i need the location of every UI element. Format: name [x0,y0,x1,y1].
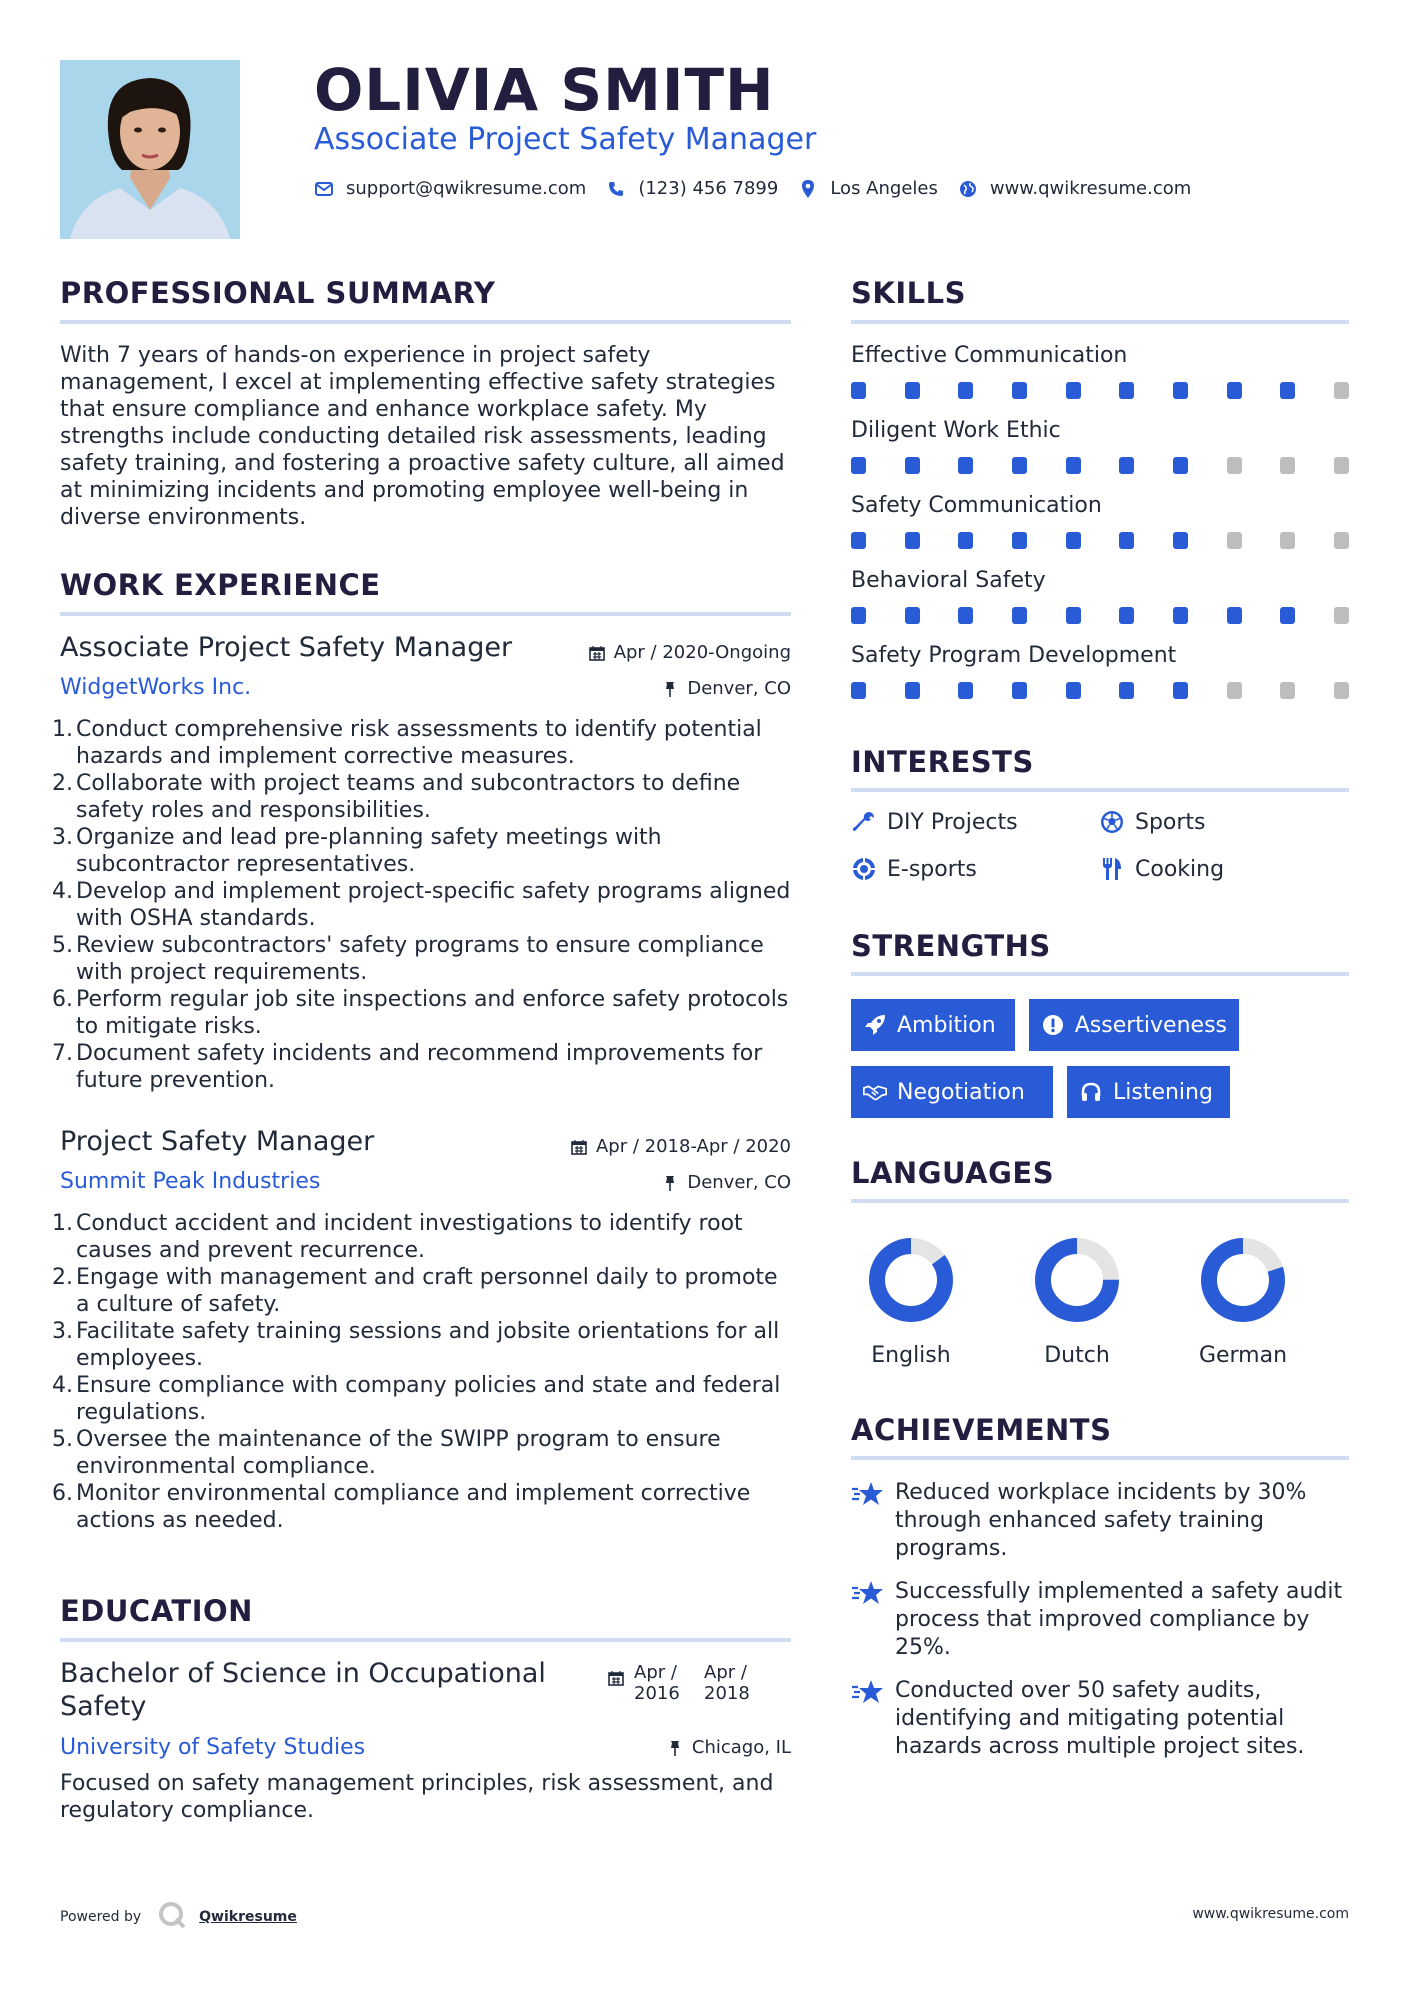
skill-name: Diligent Work Ethic [851,418,1061,443]
job-title: Project Safety Manager [60,1126,375,1157]
website-text: www.qwikresume.com [989,178,1192,199]
list-item: 1. Conduct comprehensive risk assessments to identify potential hazards and implement corrective measures. [52,717,762,769]
skill-dot-filled [1173,457,1188,474]
education-heading: EDUCATION [60,1594,253,1628]
star-icon [851,1679,885,1761]
job-company[interactable]: WidgetWorks Inc. [60,675,252,700]
list-item: 4. Ensure compliance with company policies and state and federal regulations. [52,1373,781,1425]
languages-divider [851,1199,1349,1203]
skill-dot-filled [1012,532,1027,549]
skill-dot-filled [1280,607,1295,624]
skill-dot-empty [1334,382,1349,399]
skill-dot-empty [1280,682,1295,699]
languages-heading: LANGUAGES [851,1156,1055,1190]
language-donut [1032,1235,1122,1325]
skill-dot-filled [1119,532,1134,549]
skill-dot-empty [1280,532,1295,549]
job-title: Associate Project Safety Manager [60,632,513,663]
job-location [661,678,791,699]
strength-label: Assertiveness [1074,1012,1227,1038]
brand-link[interactable]: Qwikresume [199,1909,297,1925]
achievement-text: Successfully implemented a safety audit process that improved compliance by 25%. [895,1579,1343,1660]
powered-by-text: Powered by [60,1909,142,1925]
strengths-heading: STRENGTHS [851,929,1051,963]
interest-item [1099,809,1206,835]
skill-rating [851,682,1349,700]
education-start-month: Apr / [634,1662,677,1683]
achievements-divider [851,1456,1349,1460]
interest-item [851,809,1018,835]
education-description: Focused on safety management principles, risk assessment, and regulatory compliance. [60,1771,774,1823]
wrench-icon [851,809,877,835]
rocket-icon [863,1013,887,1037]
job-dates-text: Apr / 2020-Ongoing [613,642,791,663]
education-end [704,1662,750,1704]
list-item: 3. Organize and lead pre-planning safety meetings with subcontractor representatives. [52,825,662,877]
skill-dot-filled [958,457,973,474]
language-name: German [1198,1343,1288,1368]
strength-label: Listening [1113,1079,1213,1105]
footer-powered-by [60,1900,297,1934]
skill-dot-filled [1119,682,1134,699]
location-text: Los Angeles [830,178,938,199]
utensils-icon [1099,856,1125,882]
skill-dot-filled [958,682,973,699]
skill-dot-filled [1280,382,1295,399]
interest-label: Sports [1135,809,1206,835]
achievements-heading: ACHIEVEMENTS [851,1413,1112,1447]
skill-name: Effective Communication [851,343,1128,368]
education-end-year: 2018 [704,1683,750,1704]
skill-dot-filled [958,532,973,549]
strength-badge [1029,999,1239,1051]
profile-photo [60,60,240,239]
language-donut [1198,1235,1288,1325]
footer-website[interactable]: www.qwikresume.com [1192,1906,1349,1922]
skills-heading: SKILLS [851,276,966,310]
list-item: 5. Review subcontractors' safety programs to ensure compliance with project requirements. [52,933,764,985]
education-location [666,1737,791,1758]
interest-label: E-sports [887,856,977,882]
skill-dot-filled [1012,457,1027,474]
skill-dot-filled [1012,382,1027,399]
gamepad-icon [851,856,877,882]
skill-dot-filled [1227,382,1242,399]
email-text: support@qwikresume.com [346,178,587,199]
skill-rating [851,382,1349,400]
skill-dot-empty [1280,457,1295,474]
achievement-item [851,1578,1351,1662]
map-pin-icon [798,179,818,199]
interest-item [851,856,977,882]
job-location [661,1172,791,1193]
soccer-ball-icon [1099,809,1125,835]
phone-icon [606,179,626,199]
achievement-item [851,1677,1351,1761]
skill-name: Safety Communication [851,493,1102,518]
summary-heading: PROFESSIONAL SUMMARY [60,276,496,310]
skill-dot-filled [851,607,866,624]
list-item: 3. Facilitate safety training sessions and jobsite orientations for all employees. [52,1319,780,1371]
language-item [841,1235,981,1368]
skill-dot-filled [1173,532,1188,549]
achievement-item [851,1479,1351,1563]
skill-dot-filled [1119,457,1134,474]
skill-dot-filled [851,382,866,399]
job-location-text: Denver, CO [687,678,791,699]
skill-dot-empty [1334,532,1349,549]
skill-dot-filled [851,682,866,699]
headphones-icon [1079,1080,1103,1104]
strength-badge [851,1066,1053,1118]
interest-label: Cooking [1135,856,1225,882]
contact-bar [314,178,1211,199]
contact-website[interactable] [958,178,1191,199]
contact-email[interactable] [314,178,586,199]
job-dates [588,642,791,663]
school-name[interactable]: University of Safety Studies [60,1735,366,1760]
list-item: 2. Collaborate with project teams and subcontractors to define safety roles and responsibilities. [52,771,741,823]
job-duties [52,716,792,1094]
pushpin-icon [661,680,679,698]
pushpin-icon [666,1739,684,1757]
skill-dot-filled [1066,682,1081,699]
skill-dot-empty [1334,607,1349,624]
skill-rating [851,457,1349,475]
language-item [1173,1235,1313,1368]
skill-dot-filled [1173,382,1188,399]
job-location-text: Denver, CO [687,1172,791,1193]
education-dates [608,1662,750,1704]
skill-dot-filled [851,457,866,474]
skill-rating [851,532,1349,550]
summary-text: With 7 years of hands-on experience in project safety management, I excel at implementing effective safety strategies that ensure compliance and enhance workplace safety. My strengths include conducting detailed risk assessments, leading safety training, and fostering a proactive safety culture, all aimed at minimizing incidents and promoting employee well-being in diverse environments. [60,343,785,530]
skill-dot-filled [1066,382,1081,399]
skill-dot-filled [905,532,920,549]
job-entry [52,1124,791,1544]
skill-dot-filled [1066,532,1081,549]
skill-dot-empty [1334,457,1349,474]
skill-dot-filled [905,382,920,399]
phone-text: (123) 456 7899 [638,178,779,199]
job-company[interactable]: Summit Peak Industries [60,1169,321,1194]
contact-location [798,178,938,199]
skill-dot-filled [1119,382,1134,399]
calendar-icon [570,1138,588,1156]
skill-dot-filled [905,457,920,474]
skill-dot-filled [1119,607,1134,624]
calendar-icon [588,644,606,662]
skill-dot-filled [1066,607,1081,624]
star-icon [851,1481,885,1563]
strength-badge [1067,1066,1230,1118]
skill-dot-filled [905,607,920,624]
calendar-icon [608,1662,626,1704]
language-donut [866,1235,956,1325]
star-icon [851,1580,885,1662]
exclamation-icon [1041,1013,1065,1037]
pushpin-icon [661,1174,679,1192]
language-name: English [871,1343,951,1368]
education-end-month: Apr / [704,1662,747,1683]
skill-dot-filled [1173,682,1188,699]
experience-divider [60,612,791,616]
interests-heading: INTERESTS [851,745,1034,779]
education-location-text: Chicago, IL [691,1737,791,1758]
list-item: 1. Conduct accident and incident investigations to identify root causes and prevent recurrence. [52,1211,743,1263]
globe-icon [958,179,978,199]
interest-label: DIY Projects [887,809,1018,835]
achievement-text: Conducted over 50 safety audits, identifying and mitigating potential hazards across multiple project sites. [895,1678,1305,1759]
list-item: 2. Engage with management and craft personnel daily to promote a culture of safety. [52,1265,778,1317]
language-item [1007,1235,1147,1368]
skill-dot-filled [905,682,920,699]
job-duties [52,1210,792,1534]
education-start [634,1662,704,1704]
summary-divider [60,320,791,324]
skill-dot-filled [1173,607,1188,624]
interest-item [1099,856,1224,882]
list-item: 7. Document safety incidents and recommend improvements for future prevention. [52,1041,763,1093]
skill-dot-empty [1227,682,1242,699]
job-entry [52,630,791,1100]
language-name: Dutch [1044,1343,1110,1368]
handshake-icon [863,1080,887,1104]
list-item: 4. Develop and implement project-specific safety programs aligned with OSHA standards. [52,879,791,931]
skill-rating [851,607,1349,625]
qwikresume-logo-icon [157,1900,187,1934]
envelope-icon [314,179,334,199]
degree-title-line2: Safety [60,1691,147,1722]
skill-dot-filled [1012,607,1027,624]
skill-dot-empty [1227,532,1242,549]
list-item: 6. Monitor environmental compliance and implement corrective actions as needed. [52,1481,751,1533]
skill-dot-filled [958,607,973,624]
education-entry [60,1656,791,1826]
list-item: 5. Oversee the maintenance of the SWIPP program to ensure environmental compliance. [52,1427,721,1479]
education-divider [60,1638,791,1642]
skill-dot-filled [851,532,866,549]
contact-phone[interactable] [606,178,778,199]
skill-dot-filled [1012,682,1027,699]
candidate-title: Associate Project Safety Manager [314,122,817,157]
skill-dot-empty [1334,682,1349,699]
skill-name: Safety Program Development [851,643,1177,668]
achievement-text: Reduced workplace incidents by 30% through enhanced safety training programs. [895,1480,1307,1561]
degree-title: Bachelor of Science in Occupational [60,1658,546,1689]
skill-dot-filled [1227,607,1242,624]
skills-divider [851,320,1349,324]
strength-badge [851,999,1015,1051]
skill-dot-filled [1066,457,1081,474]
job-dates-text: Apr / 2018-Apr / 2020 [595,1136,791,1157]
strength-label: Ambition [897,1012,996,1038]
strengths-divider [851,972,1349,976]
experience-heading: WORK EXPERIENCE [60,568,381,602]
skill-name: Behavioral Safety [851,568,1046,593]
list-item: 6. Perform regular job site inspections and enforce safety protocols to mitigate risks. [52,987,789,1039]
strength-label: Negotiation [897,1079,1025,1105]
education-start-year: 2016 [634,1683,680,1704]
candidate-name: OLIVIA SMITH [314,56,775,124]
skill-dot-filled [958,382,973,399]
interests-divider [851,788,1349,792]
job-dates [570,1136,791,1157]
skill-dot-empty [1227,457,1242,474]
